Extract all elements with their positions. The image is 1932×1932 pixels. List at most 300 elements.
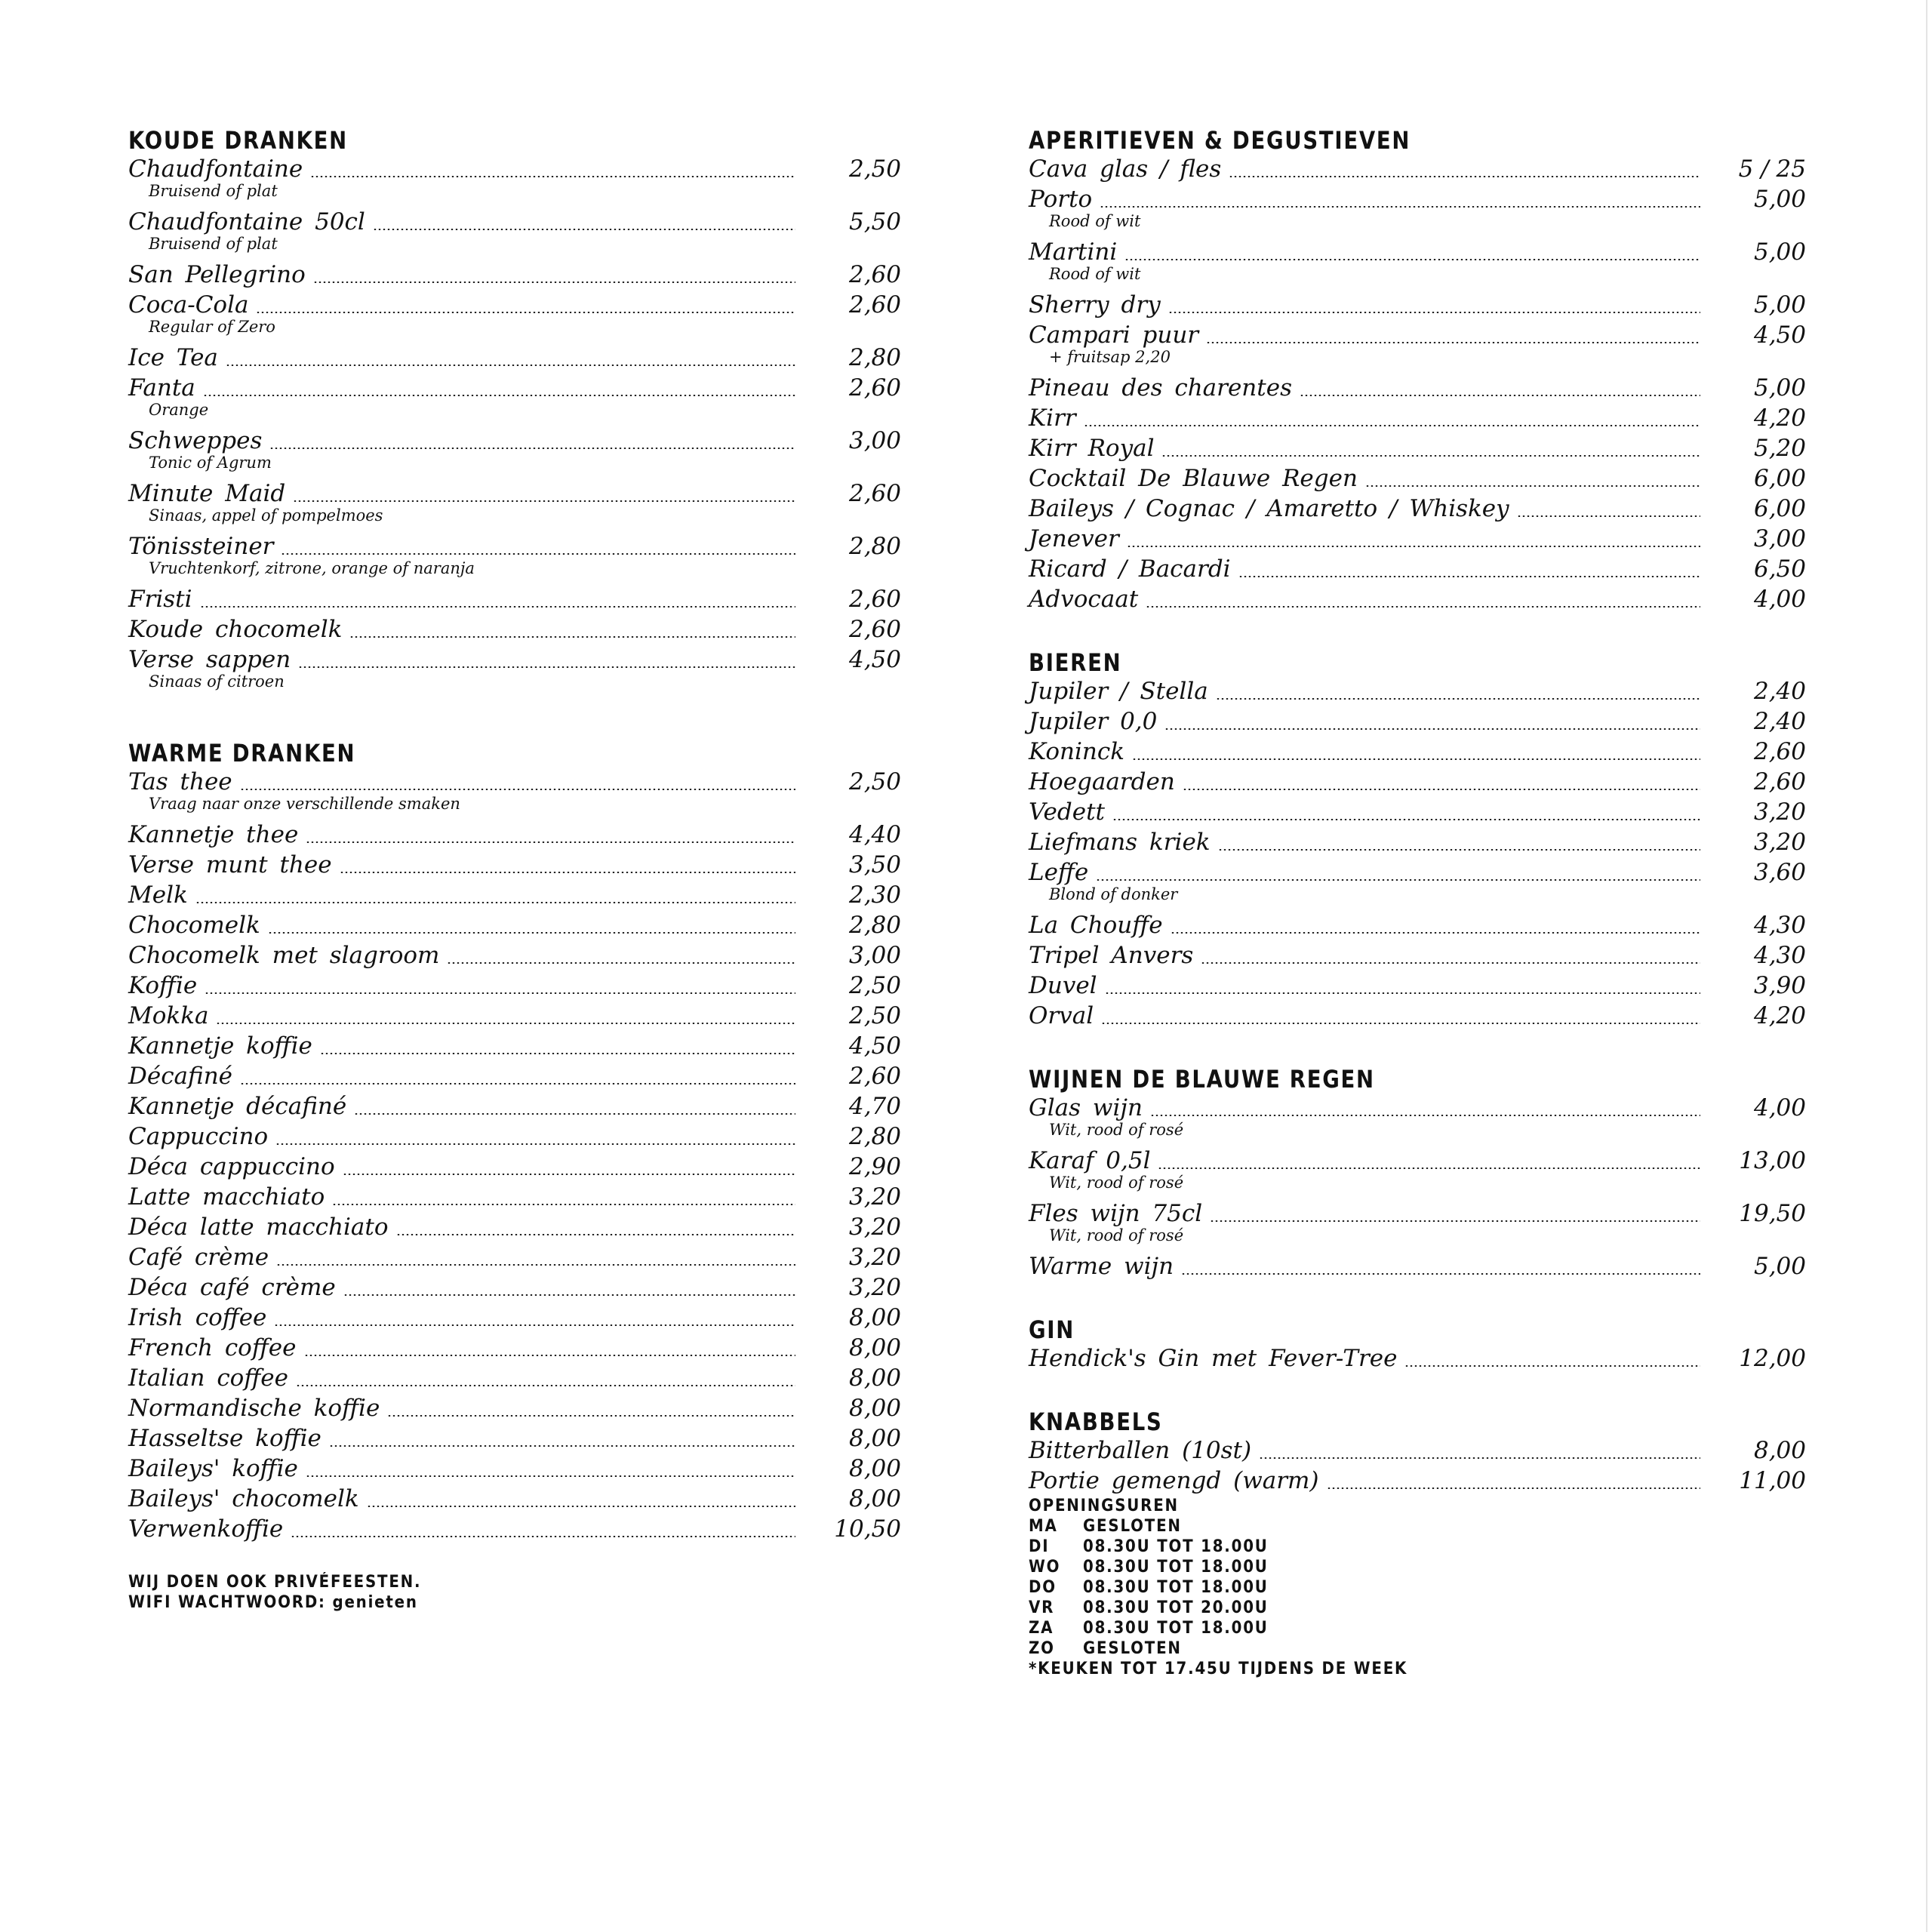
menu-item-price: 3,20 — [848, 1214, 901, 1241]
dot-leader — [276, 1264, 795, 1266]
dot-leader — [1181, 1273, 1700, 1275]
menu-item-note: Vraag naar onze verschillende smaken — [149, 795, 460, 813]
dot-leader — [373, 229, 795, 230]
menu-item-name: Tönissteiner — [128, 533, 274, 560]
dot-leader — [216, 1023, 795, 1024]
right-column — [1029, 127, 1806, 1496]
menu-item-price: 4,50 — [848, 646, 901, 673]
dot-leader — [1158, 1168, 1700, 1169]
menu-item-price: 4,20 — [1753, 1002, 1806, 1029]
section-title-wijnen: WIJNEN DE BLAUWE REGEN — [1029, 1065, 1375, 1094]
menu-item — [128, 1363, 901, 1393]
dot-leader — [281, 553, 795, 555]
menu-item-name: Chaudfontaine 50cl — [128, 208, 365, 235]
section-title-koude-dranken: KOUDE DRANKEN — [128, 126, 348, 155]
menu-item-price: 3,00 — [848, 427, 901, 454]
menu-item-price: 3,20 — [848, 1244, 901, 1271]
dot-leader — [226, 365, 795, 366]
dot-leader — [354, 1113, 795, 1115]
menu-item-name: Ice Tea — [128, 344, 218, 371]
opening-time: GESLOTEN — [1083, 1517, 1182, 1536]
menu-item — [128, 584, 901, 614]
dot-leader — [1365, 485, 1700, 487]
kitchen-hours-note: *KEUKEN TOT 17.45U TIJDENS DE WEEK — [1029, 1660, 1408, 1678]
aperitieven-list — [1029, 154, 1806, 614]
dot-leader — [293, 500, 795, 502]
menu-item — [1029, 910, 1806, 940]
menu-item-price: 6,00 — [1753, 465, 1806, 492]
menu-item-price: 2,60 — [1753, 768, 1806, 795]
menu-item — [128, 1484, 901, 1514]
menu-item-name: Advocaat — [1029, 586, 1139, 613]
menu-item — [128, 820, 901, 850]
menu-item-price: 2,80 — [848, 1123, 901, 1150]
menu-item-name: Déca latte macchiato — [128, 1214, 389, 1241]
opening-time: 08.30U TOT 18.00U — [1083, 1558, 1269, 1577]
menu-item-name: Pineau des charentes — [1029, 374, 1292, 401]
menu-item-name: Café crème — [128, 1244, 269, 1271]
dot-leader — [205, 992, 795, 994]
dot-leader — [304, 1355, 795, 1356]
opening-hours — [1029, 1496, 1450, 1679]
menu-item — [128, 645, 901, 697]
menu-item-note: Bruisend of plat — [149, 235, 278, 253]
menu-item-name: Koffie — [128, 972, 198, 999]
menu-item-name: Jupiler / Stella — [1029, 678, 1208, 705]
dot-leader — [291, 1536, 795, 1537]
dot-leader — [1210, 1220, 1700, 1222]
menu-item — [128, 260, 901, 290]
dot-leader — [1229, 176, 1700, 177]
menu-item-name: Fristi — [128, 586, 192, 613]
menu-item-name: Duvel — [1029, 972, 1097, 999]
dot-leader — [1216, 698, 1700, 700]
opening-time: GESLOTEN — [1083, 1639, 1182, 1658]
menu-item — [1029, 1251, 1806, 1281]
opening-day: DO — [1029, 1578, 1057, 1597]
warme-dranken-list — [128, 767, 901, 1544]
menu-item — [128, 531, 901, 584]
menu-item — [128, 1303, 901, 1333]
menu-item — [128, 343, 901, 373]
dot-leader — [447, 962, 795, 964]
menu-item — [128, 1182, 901, 1212]
dot-leader — [195, 902, 795, 903]
menu-item-price: 4,00 — [1753, 586, 1806, 613]
opening-day: DI — [1029, 1537, 1050, 1556]
menu-item — [128, 1031, 901, 1061]
dot-leader — [269, 448, 795, 449]
dot-leader — [1101, 1023, 1700, 1024]
page-edge-line — [1926, 0, 1927, 1932]
opening-hours-title: OPENINGSUREN — [1029, 1497, 1179, 1515]
menu-item-name: Fles wijn 75cl — [1029, 1200, 1203, 1227]
menu-item-name: Baileys' koffie — [128, 1455, 298, 1482]
menu-item — [128, 1121, 901, 1152]
menu-item-price: 3,20 — [848, 1183, 901, 1211]
menu-item-name: Glas wijn — [1029, 1094, 1143, 1121]
dot-leader — [203, 395, 795, 396]
menu-item-price: 4,50 — [848, 1032, 901, 1060]
menu-item-name: Bitterballen (10st) — [1029, 1437, 1252, 1464]
menu-item-price: 4,40 — [848, 821, 901, 848]
menu-item-price: 3,20 — [1753, 829, 1806, 856]
section-title-aperitieven: APERITIEVEN & DEGUSTIEVEN — [1029, 126, 1411, 155]
menu-item-name: Chocomelk — [128, 912, 260, 939]
dot-leader — [343, 1294, 795, 1296]
menu-item-price: 2,80 — [848, 533, 901, 560]
menu-item — [1029, 1001, 1806, 1031]
menu-item — [1029, 184, 1806, 237]
menu-item-name: Baileys' chocomelk — [128, 1485, 359, 1512]
menu-item-price: 10,50 — [834, 1515, 901, 1543]
menu-item-name: Kannetje koffie — [128, 1032, 312, 1060]
menu-item — [1029, 971, 1806, 1001]
menu-item — [128, 940, 901, 971]
dot-leader — [275, 1143, 795, 1145]
menu-item-name: Coca-Cola — [128, 291, 249, 318]
menu-item-price: 8,00 — [848, 1395, 901, 1422]
menu-item-name: Cava glas / fles — [1029, 155, 1222, 183]
menu-item — [128, 1061, 901, 1091]
menu-item-price: 8,00 — [848, 1304, 901, 1331]
menu-item-name: Chaudfontaine — [128, 155, 303, 183]
dot-leader — [1404, 1365, 1700, 1367]
dot-leader — [1171, 932, 1700, 934]
koude-dranken-list — [128, 154, 901, 697]
menu-item-price: 3,00 — [1753, 525, 1806, 552]
menu-item-name: Koude chocomelk — [128, 616, 343, 643]
menu-item-name: Déca cappuccino — [128, 1153, 335, 1180]
menu-item-name: Martini — [1029, 238, 1118, 266]
menu-item-name: Irish coffee — [128, 1304, 267, 1331]
menu-item-price: 2,60 — [848, 1063, 901, 1090]
menu-item — [128, 1272, 901, 1303]
menu-item-name: Porto — [1029, 186, 1093, 213]
menu-item-note: Blond of donker — [1049, 885, 1178, 903]
menu-item-note: Wit, rood of rosé — [1049, 1174, 1184, 1192]
menu-item-name: Minute Maid — [128, 480, 286, 507]
menu-item — [1029, 373, 1806, 403]
opening-time: 08.30U TOT 18.00U — [1083, 1578, 1269, 1597]
menu-item-price: 12,00 — [1739, 1345, 1806, 1372]
menu-item — [1029, 706, 1806, 737]
knabbels-list — [1029, 1435, 1806, 1496]
dot-leader — [298, 666, 795, 668]
menu-item-note: Wit, rood of rosé — [1049, 1226, 1184, 1244]
menu-item — [128, 1423, 901, 1454]
menu-item — [128, 767, 901, 820]
dot-leader — [387, 1415, 795, 1417]
menu-item-price: 2,60 — [1753, 738, 1806, 765]
menu-item — [128, 1454, 901, 1484]
menu-item-price: 5,00 — [1753, 374, 1806, 401]
dot-leader — [1112, 819, 1700, 820]
menu-item-name: Verse sappen — [128, 646, 291, 673]
menu-item — [1029, 494, 1806, 524]
footer-notes — [128, 1572, 454, 1613]
menu-item-note: + fruitsap 2,20 — [1049, 348, 1171, 366]
menu-item — [128, 614, 901, 645]
menu-item-price: 3,20 — [848, 1274, 901, 1301]
menu-item-price: 3,20 — [1753, 798, 1806, 826]
section-title-knabbels: KNABBELS — [1029, 1407, 1163, 1436]
menu-item-price: 2,90 — [848, 1153, 901, 1180]
menu-item — [1029, 1466, 1806, 1496]
dot-leader — [396, 1234, 796, 1235]
dot-leader — [1327, 1487, 1700, 1489]
menu-item-note: Wit, rood of rosé — [1049, 1121, 1184, 1139]
private-parties-note: WIJ DOEN OOK PRIVÉFEESTEN. — [128, 1573, 422, 1592]
opening-day: ZO — [1029, 1639, 1055, 1658]
menu-item — [1029, 797, 1806, 827]
dot-leader — [310, 176, 795, 177]
menu-item — [128, 1091, 901, 1121]
dot-leader — [1164, 728, 1700, 730]
menu-item — [1029, 1343, 1806, 1374]
menu-item-name: Ricard / Bacardi — [1029, 555, 1231, 583]
menu-item-price: 8,00 — [1753, 1437, 1806, 1464]
menu-item-price: 19,50 — [1739, 1200, 1806, 1227]
menu-item — [1029, 767, 1806, 797]
dot-leader — [268, 932, 795, 934]
menu-item-name: Kannetje thee — [128, 821, 299, 848]
menu-item — [128, 426, 901, 478]
dot-leader — [1238, 576, 1700, 577]
menu-item-name: Hasseltse koffie — [128, 1425, 321, 1452]
menu-item — [128, 207, 901, 260]
dot-leader — [332, 1204, 795, 1205]
menu-item-price: 2,50 — [848, 768, 901, 795]
menu-item-name: Vedett — [1029, 798, 1105, 826]
menu-item-price: 2,80 — [848, 912, 901, 939]
opening-hours-row — [1029, 1537, 1450, 1557]
menu-item — [1029, 1093, 1806, 1146]
dot-leader — [1146, 606, 1700, 608]
menu-item — [128, 910, 901, 940]
menu-item-name: Kannetje décafiné — [128, 1093, 347, 1120]
menu-item-price: 5,00 — [1753, 186, 1806, 213]
menu-item-price: 8,00 — [848, 1334, 901, 1361]
dot-leader — [200, 606, 795, 608]
dot-leader — [313, 281, 795, 283]
menu-item-price: 6,50 — [1753, 555, 1806, 583]
dot-leader — [343, 1174, 795, 1175]
menu-item — [128, 373, 901, 426]
menu-item-price: 2,30 — [848, 881, 901, 909]
menu-item — [128, 478, 901, 531]
menu-item-price: 2,60 — [848, 291, 901, 318]
dot-leader — [240, 789, 795, 790]
menu-item — [128, 290, 901, 343]
dot-leader — [296, 1385, 795, 1386]
menu-item — [1029, 737, 1806, 767]
dot-leader — [1259, 1457, 1700, 1459]
menu-item-name: Normandische koffie — [128, 1395, 380, 1422]
menu-item — [1029, 554, 1806, 584]
menu-item-note: Rood of wit — [1049, 265, 1141, 283]
menu-item — [1029, 857, 1806, 910]
menu-item-name: Cocktail De Blauwe Regen — [1029, 465, 1358, 492]
menu-item-name: Liefmans kriek — [1029, 829, 1211, 856]
dot-leader — [1300, 395, 1700, 396]
bieren-list — [1029, 676, 1806, 1031]
dot-leader — [1084, 425, 1700, 426]
opening-hours-row — [1029, 1618, 1450, 1638]
opening-hours-row — [1029, 1557, 1450, 1577]
menu-item-name: Schweppes — [128, 427, 263, 454]
menu-item-name: Kirr — [1029, 405, 1076, 432]
menu-item-name: Orval — [1029, 1002, 1094, 1029]
menu-item — [1029, 320, 1806, 373]
menu-item-price: 5,20 — [1753, 435, 1806, 462]
dot-leader — [306, 1475, 795, 1477]
menu-item — [128, 1514, 901, 1544]
menu-item — [128, 1152, 901, 1182]
menu-item-price: 3,60 — [1753, 859, 1806, 886]
menu-item-note: Vruchtenkorf, zitrone, orange of naranja — [149, 559, 475, 577]
menu-item — [1029, 433, 1806, 463]
menu-item-name: Déca café crème — [128, 1274, 336, 1301]
menu-item-name: Tas thee — [128, 768, 232, 795]
menu-item-name: Karaf 0,5l — [1029, 1147, 1151, 1174]
menu-item — [1029, 237, 1806, 290]
opening-day: ZA — [1029, 1619, 1054, 1638]
dot-leader — [329, 1445, 795, 1447]
menu-item-price: 5,00 — [1753, 291, 1806, 318]
menu-item-price: 3,00 — [848, 942, 901, 969]
section-title-bieren: BIEREN — [1029, 648, 1122, 677]
opening-hours-row — [1029, 1598, 1450, 1618]
opening-time: 08.30U TOT 20.00U — [1083, 1598, 1269, 1617]
menu-item-name: Latte macchiato — [128, 1183, 325, 1211]
dot-leader — [340, 872, 795, 873]
menu-item-name: Mokka — [128, 1002, 209, 1029]
menu-item — [1029, 1146, 1806, 1198]
dot-leader — [1096, 879, 1700, 881]
dot-leader — [1201, 962, 1700, 964]
dot-leader — [1218, 849, 1700, 851]
menu-item — [128, 1242, 901, 1272]
opening-day: VR — [1029, 1598, 1055, 1617]
menu-item-price: 4,30 — [1753, 912, 1806, 939]
menu-item-note: Tonic of Agrum — [149, 454, 272, 472]
dot-leader — [1124, 259, 1700, 260]
menu-item-note: Bruisend of plat — [149, 182, 278, 200]
menu-item-price: 4,50 — [1753, 321, 1806, 349]
menu-item-note: Regular of Zero — [149, 318, 275, 336]
opening-time: 08.30U TOT 18.00U — [1083, 1619, 1269, 1638]
menu-item-name: Jenever — [1029, 525, 1119, 552]
menu-item — [128, 154, 901, 207]
menu-item-price: 4,30 — [1753, 942, 1806, 969]
menu-item-price: 11,00 — [1739, 1467, 1806, 1494]
section-title-gin: GIN — [1029, 1315, 1075, 1344]
menu-item-price: 5,00 — [1753, 1253, 1806, 1280]
menu-item — [1029, 1198, 1806, 1251]
menu-item — [128, 880, 901, 910]
menu-item-name: Melk — [128, 881, 188, 909]
menu-item — [128, 971, 901, 1001]
menu-item-price: 4,70 — [848, 1093, 901, 1120]
gin-list — [1029, 1343, 1806, 1374]
menu-item-name: Verse munt thee — [128, 851, 332, 878]
menu-item-price: 2,60 — [848, 261, 901, 288]
dot-leader — [1105, 992, 1700, 994]
menu-item — [128, 1001, 901, 1031]
dot-leader — [367, 1506, 795, 1507]
opening-hours-row — [1029, 1638, 1450, 1659]
menu-item-price: 2,60 — [848, 480, 901, 507]
menu-item-note: Orange — [149, 401, 209, 419]
menu-item-price: 2,40 — [1753, 678, 1806, 705]
menu-item-price: 2,50 — [848, 155, 901, 183]
menu-item-name: Sherry dry — [1029, 291, 1161, 318]
wifi-password-note: WIFI WACHTWOORD: genieten — [128, 1593, 418, 1612]
menu-item — [1029, 290, 1806, 320]
opening-hours-row — [1029, 1516, 1450, 1537]
menu-item-price: 8,00 — [848, 1455, 901, 1482]
menu-item-note: Sinaas, appel of pompelmoes — [149, 506, 383, 525]
menu-item-name: Hendick's Gin met Fever-Tree — [1029, 1345, 1398, 1372]
menu-item-price: 8,00 — [848, 1485, 901, 1512]
menu-item — [1029, 676, 1806, 706]
dot-leader — [1206, 342, 1700, 343]
menu-item — [1029, 463, 1806, 494]
menu-item-name: Hoegaarden — [1029, 768, 1175, 795]
menu-item-price: 2,60 — [848, 616, 901, 643]
opening-day: WO — [1029, 1558, 1061, 1577]
menu-item — [128, 1393, 901, 1423]
menu-item-price: 8,00 — [848, 1364, 901, 1392]
menu-item-name: La Chouffe — [1029, 912, 1163, 939]
menu-item-name: Warme wijn — [1029, 1253, 1174, 1280]
menu-item-price: 3,50 — [848, 851, 901, 878]
menu-item-name: Cappuccino — [128, 1123, 269, 1150]
menu-item-price: 2,50 — [848, 1002, 901, 1029]
menu-item-name: Portie gemengd (warm) — [1029, 1467, 1319, 1494]
menu-item-price: 13,00 — [1739, 1147, 1806, 1174]
opening-hours-rows — [1029, 1516, 1450, 1659]
menu-item — [1029, 827, 1806, 857]
section-title-warme-dranken: WARME DRANKEN — [128, 739, 356, 768]
dot-leader — [1150, 1115, 1700, 1116]
dot-leader — [1161, 455, 1700, 457]
menu-item-name: Koninck — [1029, 738, 1124, 765]
menu-item-name: Tripel Anvers — [1029, 942, 1194, 969]
menu-item — [1029, 940, 1806, 971]
menu-item-name: Chocomelk met slagroom — [128, 942, 440, 969]
menu-item-price: 6,00 — [1753, 495, 1806, 522]
opening-hours-row — [1029, 1577, 1450, 1598]
dot-leader — [1132, 758, 1700, 760]
dot-leader — [256, 312, 795, 313]
menu-item-price: 5,50 — [848, 208, 901, 235]
menu-item — [1029, 584, 1806, 614]
menu-item-name: Jupiler 0,0 — [1029, 708, 1158, 735]
menu-item-price: 2,60 — [848, 586, 901, 613]
menu-item-name: Leffe — [1029, 859, 1089, 886]
menu-item-name: Italian coffee — [128, 1364, 288, 1392]
menu-item-name: French coffee — [128, 1334, 297, 1361]
menu-item-price: 5 / 25 — [1738, 155, 1806, 183]
menu-item-note: Rood of wit — [1049, 212, 1141, 230]
dot-leader — [1168, 312, 1700, 313]
menu-item-name: Fanta — [128, 374, 195, 401]
wijnen-list — [1029, 1093, 1806, 1281]
menu-item — [128, 1333, 901, 1363]
menu-item — [1029, 1435, 1806, 1466]
